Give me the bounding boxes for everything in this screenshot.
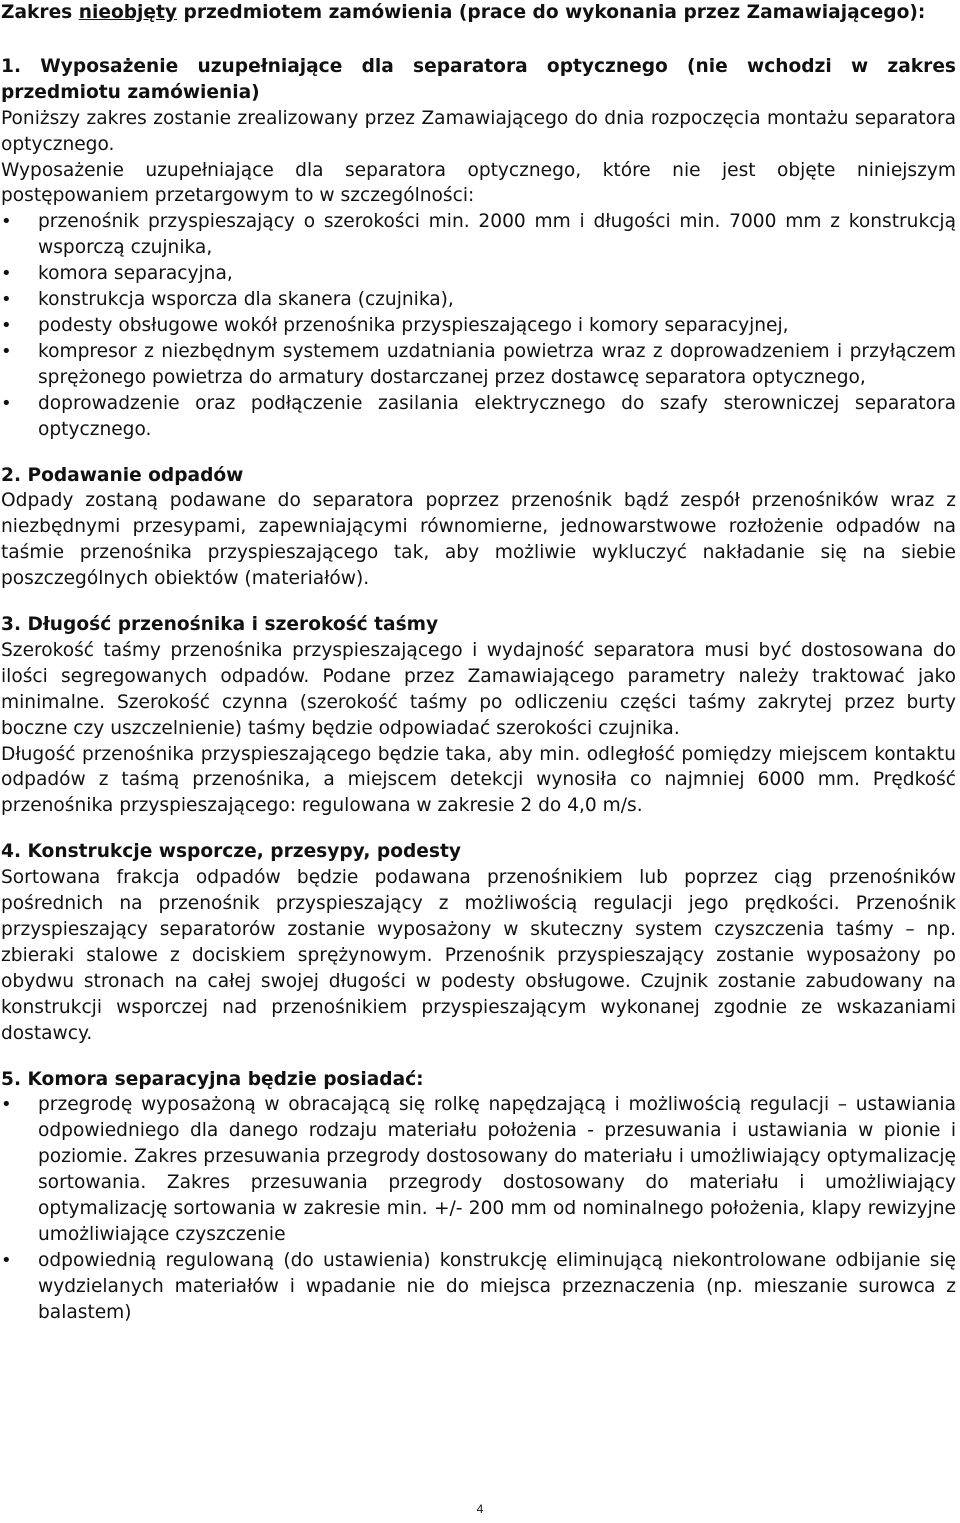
spacer [1, 819, 956, 839]
section-1-list [1, 209, 956, 442]
list-item: • podesty obsługowe wokół przenośnika przyspieszającego i komory separacyjnej, [1, 313, 956, 339]
section-1-heading: 1. Wyposażenie uzupełniające dla separatora optycznego (nie wchodzi w zakres przedmiotu zamówienia) [1, 55, 956, 103]
intro-suffix: przedmiotem zamówienia (prace do wykonania przez Zamawiającego): [177, 2, 926, 23]
intro-underlined-word: nieobjęty [78, 2, 178, 23]
section-4-heading: 4. Konstrukcje wsporcze, przesypy, podesty [1, 841, 461, 863]
section-2 [1, 463, 956, 593]
section-5-heading: 5. Komora separacyjna będzie posiadać: [1, 1068, 424, 1090]
section-4 [1, 839, 956, 1046]
list-item: • odpowiednią regulowaną (do ustawienia) konstrukcję eliminującą niekontrolowane odbijanie się wydzielanych materiałów i wpadanie nie do miejsca przeznaczenia (np. mieszanie surowca z balastem) [1, 1248, 956, 1326]
intro-heading [1, 0, 956, 26]
section-1-paragraph-2: Wyposażenie uzupełniające dla separatora optycznego, które nie jest objęte niniejszym postępowaniem przetargowym to w szczególności: [1, 159, 956, 207]
list-item: • przenośnik przyspieszający o szerokości min. 2000 mm i długości min. 7000 mm z konstrukcją wsporczą czujnika, [1, 209, 956, 261]
section-5 [1, 1067, 956, 1326]
spacer [1, 592, 956, 612]
list-item: • komora separacyjna, [1, 261, 956, 287]
list-item: • doprowadzenie oraz podłączenie zasilania elektrycznego do szafy sterowniczej separatora optycznego. [1, 391, 956, 443]
section-3-paragraph-1: Szerokość taśmy przenośnika przyspieszającego i wydajność separatora musi być dostosowana do ilości segregowanych odpadów. Podane przez Zamawiającego parametry należy traktować jako minimalne. Szerokość czynna (szerokość taśmy po odliczeniu części taśmy zakrytej przez burty boczne czy uszczelnienie) taśmy będzie odpowiadać szerokości czujnika. [1, 639, 956, 739]
section-5-list [1, 1092, 956, 1325]
section-3 [1, 612, 956, 819]
page-number: 4 [476, 1502, 484, 1516]
section-2-heading: 2. Podawanie odpadów [1, 464, 244, 486]
spacer [1, 1047, 956, 1067]
spacer [1, 443, 956, 463]
list-item: • przegrodę wyposażoną w obracającą się rolkę napędzającą i możliwością regulacji – ustawiania odpowiedniego dla danego rodzaju materiału położenia - przesuwania i ustawiania w pionie i poziomie. Zakres przesuwania przegrody dostosowany do materiału i umożliwiający optymalizację sortowania. Zakres przesuwania przegrody dostosowany do materiału i umożliwiający optymalizację sortowania w zakresie min. +/- 200 mm od nominalnego położenia, klapy rewizyjne umożliwiające czyszczenie [1, 1092, 956, 1247]
intro-prefix: Zakres [1, 2, 79, 23]
section-3-heading: 3. Długość przenośnika i szerokość taśmy [1, 614, 439, 636]
section-1-paragraph-1: Poniższy zakres zostanie zrealizowany przez Zamawiającego do dnia rozpoczęcia montażu separatora optycznego. [1, 107, 956, 155]
section-1 [1, 54, 956, 443]
list-item: • konstrukcja wsporcza dla skanera (czujnika), [1, 287, 956, 313]
list-item: • kompresor z niezbędnym systemem uzdatniania powietrza wraz z doprowadzeniem i przyłączem sprężonego powietrza do armatury dostarczanej przez dostawcę separatora optycznego, [1, 339, 956, 391]
spacer [1, 26, 956, 54]
document-page [1, 0, 956, 1326]
section-2-paragraph-1: Odpady zostaną podawane do separatora poprzez przenośnik bądź zespół przenośników wraz z niezbędnymi przesypami, zapewniającymi równomierne, jednowarstwowe rozłożenie odpadów na taśmie przenośnika przyspieszającego tak, aby możliwie wykluczyć nakładanie się na siebie poszczególnych obiektów (materiałów). [1, 490, 956, 590]
section-3-paragraph-2: Długość przenośnika przyspieszającego będzie taka, aby min. odległość pomiędzy miejscem kontaktu odpadów z taśmą przenośnika, a miejscem detekcji wynosiła co najmniej 6000 mm. Prędkość przenośnika przyspieszającego: regulowana w zakresie 2 do 4,0 m/s. [1, 743, 956, 817]
section-4-paragraph-1: Sortowana frakcja odpadów będzie podawana przenośnikiem lub poprzez ciąg przenośników pośrednich na przenośnik przyspieszający z możliwością regulacji jego prędkości. Przenośnik przyspieszający separatorów zostanie wyposażony w skuteczny system czyszczenia taśmy – np. zbieraki stalowe z dociskiem sprężynowym. Przenośnik przyspieszający zostanie wyposażony po obydwu stronach na całej swojej długości w podesty obsługowe. Czujnik zostanie zabudowany na konstrukcji wsporczej nad przenośnikiem przyspieszającym wykonanej zgodnie ze wskazaniami dostawcy. [1, 867, 956, 1044]
